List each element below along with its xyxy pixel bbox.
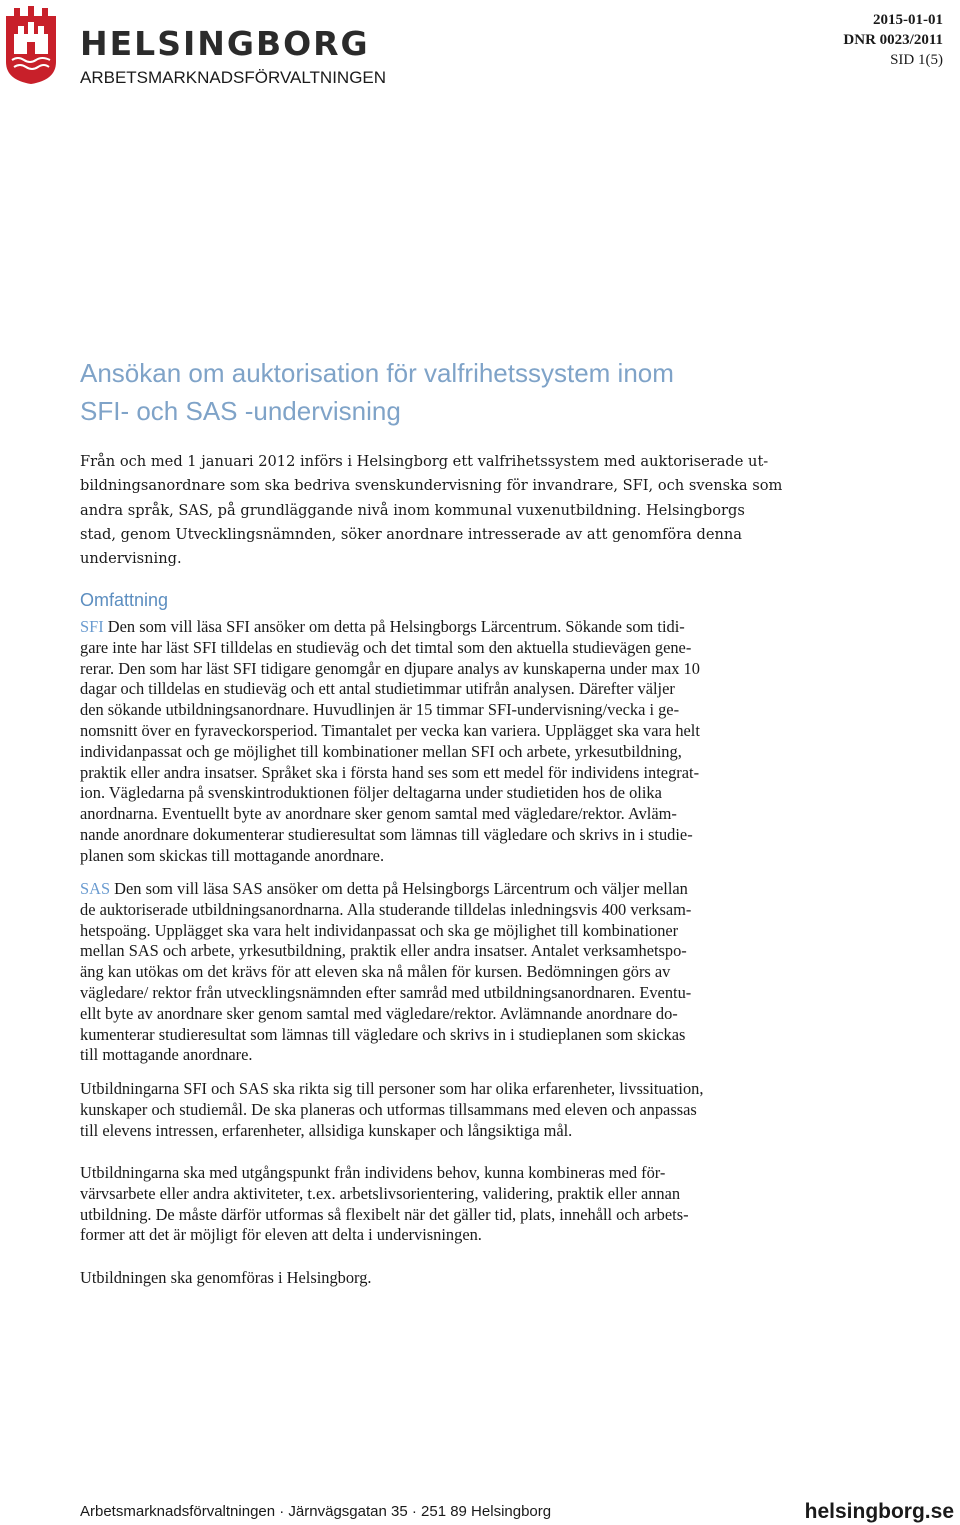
brand-wordmark: HELSINGBORG (80, 24, 370, 63)
text-line: mellan SAS och arbete, yrkesutbildning, praktik eller andra insatser. Antalet verksamhetspo- (80, 941, 687, 961)
text-line: planen som skickas till mottagande anordnare. (80, 845, 385, 865)
text-line: former att det är möjligt för eleven att delta i undervisningen. (80, 1225, 482, 1245)
text-line: Utbildningarna ska med utgångspunkt från individens behov, kunna kombineras med för- (80, 1163, 666, 1182)
section-heading-omfattning: Omfattning (80, 590, 169, 610)
flexibility-paragraph (80, 1163, 802, 1246)
text-line: den sökande utbildningsanordnare. Huvudlinjen är 15 timmar SFI-undervisning/vecka i ge- (80, 700, 680, 720)
department-name: ARBETSMARKNADSFÖRVALTNINGEN (80, 68, 387, 87)
target-group-paragraph (80, 1079, 802, 1141)
helsingborg-crest-logo (4, 4, 58, 86)
text-line: Från och med 1 januari 2012 införs i Helsingborg ett valfrihetssystem med auktoriserade ut- (80, 453, 769, 470)
text-line: värvsarbete eller andra aktiviteter, t.ex. arbetslivsorientering, validering, praktik eller annan (80, 1183, 681, 1203)
text-line: till elevens intressen, erfarenheter, allsidiga kunskaper och långsiktiga mål. (80, 1120, 573, 1140)
text-line: dagar och tilldelas en studieväg och ett antal studietimmar utifrån analysen. Därefter väljer (80, 679, 675, 699)
text-line: kumenterar studieresultat som lämnas till vägledare och skrivs in i studieplanen som skickas (80, 1024, 686, 1044)
text-line: stad, genom Utvecklingsnämnden, söker anordnare intresserade av att genomföra denna (80, 525, 742, 543)
text-line: individanpassat och ge möjlighet till kombinationer mellan SFI och arbete, yrkesutbildning, (80, 741, 682, 761)
sfi-paragraph (80, 617, 802, 867)
footer-address: Arbetsmarknadsförvaltningen · Järnvägsgatan 35 · 251 89 Helsingborg (80, 1503, 552, 1520)
text-line: till mottagande anordnare. (80, 1045, 253, 1065)
text-line: nomsnitt över en fyraveckorsperiod. Timantalet per vecka kan variera. Upplägget ska vara helt (80, 720, 700, 740)
text-line: rerar. Den som har läst SFI tidigare genomgår en djupare analys av kunskaperna under max 10 (80, 658, 700, 678)
title-line-2: SFI- och SAS -undervisning (80, 396, 401, 426)
text-line: Den som vill läsa SFI ansöker om detta på Helsingborgs Lärcentrum. Sökande som tidi- (103, 617, 685, 636)
document-meta (843, 10, 943, 70)
document-date: 2015-01-01 (873, 12, 943, 28)
text-line: äng kan utökas om det krävs för att eleven ska nå målen för kursen. Bedömningen görs av (80, 962, 671, 982)
location-paragraph: Utbildningen ska genomföras i Helsingborg. (80, 1268, 372, 1287)
text-line: undervisning. (80, 550, 182, 568)
document-title (80, 354, 840, 430)
text-line: ellt byte av anordnare sker genom samtal med vägledare/rektor. Avlämnande anordnare do- (80, 1003, 678, 1023)
text-line: bildningsanordnare som ska bedriva svenskundervisning för invandrare, SFI, och svenska som (80, 477, 783, 495)
footer-website: helsingborg.se (804, 1500, 954, 1523)
sas-keyword: SAS (80, 879, 111, 898)
text-line: ion. Vägledarna på svenskintroduktionen följer deltagarna under studietiden hos de olika (80, 783, 662, 803)
text-line: Den som vill läsa SAS ansöker om detta på Helsingborgs Lärcentrum och väljer mellan (110, 879, 688, 898)
text-line: gare inte har läst SFI tilldelas en studieväg och det timtal som den aktuella studievägen gene- (80, 637, 692, 657)
text-line: anordnarna. Eventuellt byte av anordnare sker genom samtal med vägledare/rektor. Avläm- (80, 804, 677, 824)
text-line: kunskaper och studiemål. De ska planeras och utformas tillsammans med eleven och anpassas (80, 1099, 697, 1119)
document-dnr: DNR 0023/2011 (843, 32, 943, 48)
text-line: Utbildningarna SFI och SAS ska rikta sig till personer som har olika erfarenheter, livssituation, (80, 1079, 704, 1098)
sas-paragraph (80, 879, 802, 1066)
text-line: nande anordnare dokumenterar studieresultat som lämnas till vägledare och skrivs in i studie- (80, 824, 693, 844)
text-line: andra språk, SAS, på grundläggande nivå inom kommunal vuxenutbildning. Helsingborgs (80, 501, 745, 519)
text-line: utbildning. De måste därför utformas så flexibelt när det gäller tid, plats, innehåll och arbets- (80, 1204, 689, 1224)
sfi-keyword: SFI (80, 617, 104, 636)
text-line: hetspoäng. Upplägget ska vara helt individanpassat och ska ge möjlighet till kombinationer (80, 920, 679, 940)
text-line: praktik eller andra insatser. Språket ska i första hand ses som ett medel för individens integrat- (80, 762, 700, 782)
page-number: SID 1(5) (890, 52, 943, 68)
text-line: vägledare/ rektor från utvecklingsnämnden efter samråd med utbildningsanordnaren. Eventu- (80, 982, 692, 1002)
text-line: de auktoriserade utbildningsanordnarna. Alla studerande tilldelas inledningsvis 400 verksam- (80, 899, 692, 919)
title-line-1: Ansökan om auktorisation för valfrihetssystem inom (80, 358, 674, 388)
intro-paragraph (80, 450, 795, 571)
